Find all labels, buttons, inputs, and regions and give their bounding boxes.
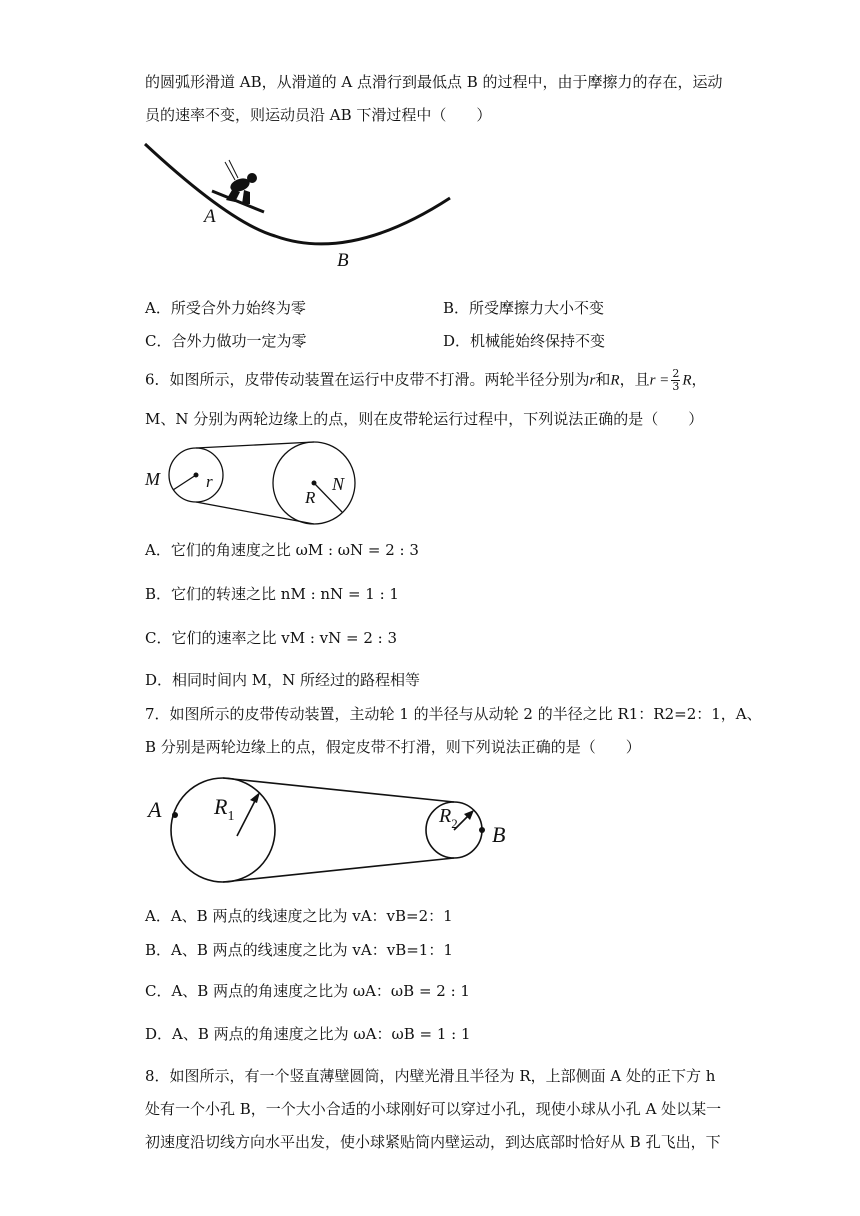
point-a-label: A — [148, 797, 162, 822]
q7-text-line-2: B 分别是两轮边缘上的点，假定皮带不打滑，则下列说法正确的是（ ） — [145, 738, 641, 756]
q7-text-line-1: 7．如图所示的皮带传动装置，主动轮 1 的半径与从动轮 2 的半径之比 R1：R2=2：1，A、 — [145, 705, 762, 723]
belt-bottom — [196, 502, 314, 524]
point-b-label: B — [492, 822, 506, 847]
q5-option-c: C．合外力做功一定为零 — [145, 332, 307, 350]
q6-text-line-1: 6．如图所示，皮带传动装置在运行中皮带不打滑。两轮半径分别为r和R，且r = $\frac{2}{3}$ R， — [145, 367, 707, 393]
q8-text-line-3: 初速度沿切线方向水平出发，使小球紧贴筒内壁运动，到达底部时恰好从 B 孔飞出，下 — [145, 1133, 721, 1151]
q7-option-a: A．A、B 两点的线速度之比为 vA：vB=2：1 — [145, 907, 453, 925]
point-m-label: M — [145, 469, 160, 489]
q8-text-line-2: 处有一个小孔 B，一个大小合适的小球刚好可以穿过小孔，现使小球从小孔 A 处以某一 — [145, 1100, 722, 1118]
q6-option-c: C．它们的速率之比 vM : vN = 2 : 3 — [145, 629, 398, 647]
q5-text-line-1: 的圆弧形滑道 AB，从滑道的 A 点滑行到最低点 B 的过程中，由于摩擦力的存在，运动 — [145, 73, 723, 91]
two-thirds-fraction: $\frac{2}{3}$ — [672, 367, 680, 393]
point-b-label: B — [337, 250, 349, 271]
radius-big-r-label: R — [305, 488, 316, 507]
point-n-label: N — [332, 474, 345, 494]
q7-belt-pulley-figure — [140, 770, 520, 895]
q5-option-b: B．所受摩擦力大小不变 — [443, 299, 605, 317]
point-a-label: A — [204, 206, 216, 227]
q5-option-a: A．所受合外力始终为零 — [145, 299, 306, 317]
q6-option-d: D．相同时间内 M，N 所经过的路程相等 — [145, 671, 421, 689]
q8-text-line-1: 8．如图所示，有一个竖直薄壁圆筒，内壁光滑且半径为 R，上部侧面 A 处的正下方 h — [145, 1067, 716, 1085]
q7-option-c: C．A、B 两点的角速度之比为 ωA：ωB = 2 : 1 — [145, 982, 470, 1000]
q7-option-b: B．A、B 两点的线速度之比为 vA：vB=1：1 — [145, 941, 453, 959]
q7-option-d: D．A、B 两点的角速度之比为 ωA：ωB = 1 : 1 — [145, 1025, 471, 1043]
q6-option-a: A．它们的角速度之比 ωM : ωN = 2 : 3 — [145, 541, 419, 559]
q6-belt-pulley-figure — [140, 435, 370, 535]
q5-ski-slope-figure — [140, 138, 460, 278]
q5-text-line-2: 员的速率不变，则运动员沿 AB 下滑过程中（ ） — [145, 106, 492, 124]
radius-r1-label: $R_1$ — [214, 794, 235, 824]
belt-top — [196, 442, 314, 448]
arc-track — [145, 144, 450, 244]
radius-r-label: r — [206, 472, 213, 491]
q6-text-line-2: M、N 分别为两轮边缘上的点，则在皮带轮运行过程中，下列说法正确的是（ ） — [145, 410, 704, 428]
belt-bottom — [223, 858, 454, 882]
skier-icon — [212, 160, 264, 212]
radius-r2-label: $R_2$ — [439, 805, 458, 831]
q6-option-b: B．它们的转速之比 nM : nN = 1 : 1 — [145, 585, 399, 603]
q5-option-d: D．机械能始终保持不变 — [443, 332, 606, 350]
